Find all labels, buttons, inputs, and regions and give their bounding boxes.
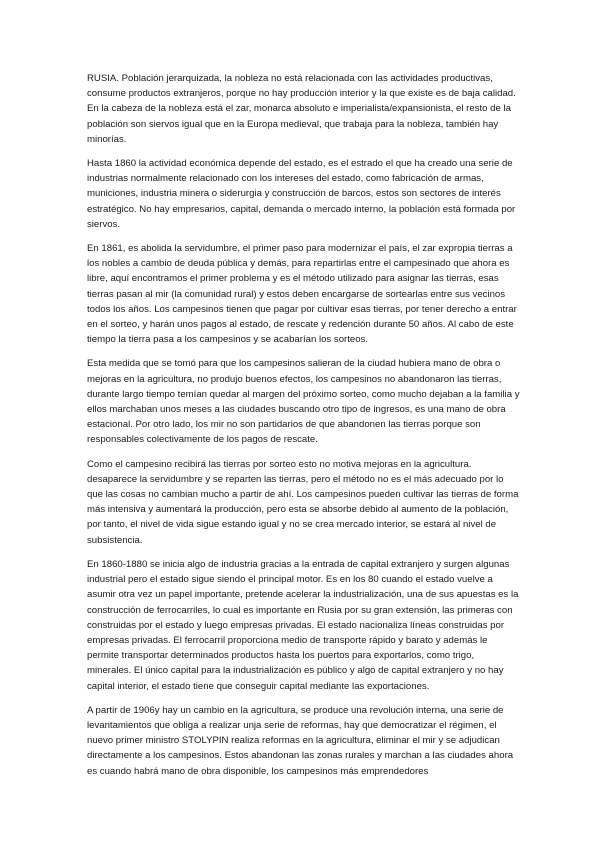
paragraph-sorteo-tierras: Como el campesino recibirá las tierras por sorteo esto no motiva mejoras en la agricultura. desaparece la servidumbre y se reparten las tierras, pero el método no es el más adecuado por lo que las cosas no cambian mucho a partir de ahí. Los campesinos pueden cultivar las tierras de forma más intensiva y aumentará la producción, pero esta se absorbe debido al aumento de la población, por tanto, el nivel de vida sigue estando igual y no se crea mercado interior, se estará al nivel de subsistencia. [87,458,519,546]
paragraph-1861-servidumbre: En 1861, es abolida la servidumbre, el primer paso para modernizar el país, el zar expropia tierras a los nobles a cambio de deuda pública y demás, para repartirlas entre el campesinado que ahora es libre, aquí encontramos el primer problema y es el método utilizado para asignar las tierras, esas tierras pasan al mir (la comunidad rural) y estos deben encargarse de sortearlas entre sus vecinos todos los años. Los campesinos tienen que pagar por cultivar esas tierras, por tener derecho a entrar en el sorteo, y harán unos pagos al estado, de rescate y redención durante 50 años. Al cabo de este tiempo la tierra pasa a los campesinos y se acabarían los sorteos. [87,243,517,346]
paragraph-hasta-1860: Hasta 1860 la actividad económica depende del estado, es el estrado el que ha creado una serie de industrias normalmente relacionado con los intereses del estado, como fabricación de armas, municiones, industria minera o siderurgia y construcción de barcos, estos son sectores de interés estratégico. No hay empresarios, capital, demanda o mercado interno, la población está formada por siervos. [87,158,516,230]
document-body [87,71,520,788]
paragraph-1860-1880-industria: En 1860-1880 se inicia algo de industria gracias a la entrada de capital extranjero y surgen algunas industrial pero el estado sigue siendo el principal motor. Es en los 80 cuando el estado vuelve a asumir otra vez un papel importante, pretende acelerar la industrialización, una de sus apuestas es la construcción de ferrocarriles, lo cual es importante en Rusia por su gran extensión, las primeras con construidas por el estado y luego empresas privadas. El estado nacionaliza líneas construidas por empresas privadas. El ferrocarril proporciona medio de transporte rápido y barato y además le permite transportar determinados productos hasta los puertos para exportarlos, como trigo, minerales. El único capital para la industrialización es público y algo de capital extranjero y no hay capital interior, el estado tiene que conseguir capital mediante las exportaciones. [87,558,519,692]
paragraph-medida-campesinos: Esta medida que se tomó para que los campesinos salieran de la ciudad hubiera mano de obra o mejoras en la agricultura, no produjo buenos efectos, los campesinos no abandonaron las tierras, durante largo tiempo temían quedar al margen del próximo sorteo, como mucho dejaban a la familia y ellos marchaban unos meses a las ciudades buscando otro tipo de ingresos, es una mano de obra estacional. Por otro lado, los mir no son partidarios de que abandonen las tierras porque son responsables colectivamente de los pagos de rescate. [87,358,520,446]
paragraph-1906-agricultura: A partir de 1906y hay un cambio en la agricultura, se produce una revolución interna, una serie de levantamientos que obliga a realizar unja serie de reformas, hay que democratizar el régimen, el nuevo primer ministro STOLYPIN realiza reformas en la agricultura, eliminar el mir y se adjudican directamente a los campesinos. Estos abandonan las zonas rurales y marchan a las ciudades ahora es cuando habrá mano de obra disponible, los campesinos más emprendedores [87,704,514,777]
paragraph-rusia-intro: RUSIA. Población jerarquizada, la nobleza no está relacionada con las actividades productivas, consume productos extranjeros, porque no hay producción interior y la que existe es de baja calidad. En la cabeza de la nobleza está el zar, monarca absoluto e imperialista/expansionista, el resto de la población son siervos igual que en la Europa medieval, que trabaja para la nobleza, también hay minorías. [87,73,516,145]
